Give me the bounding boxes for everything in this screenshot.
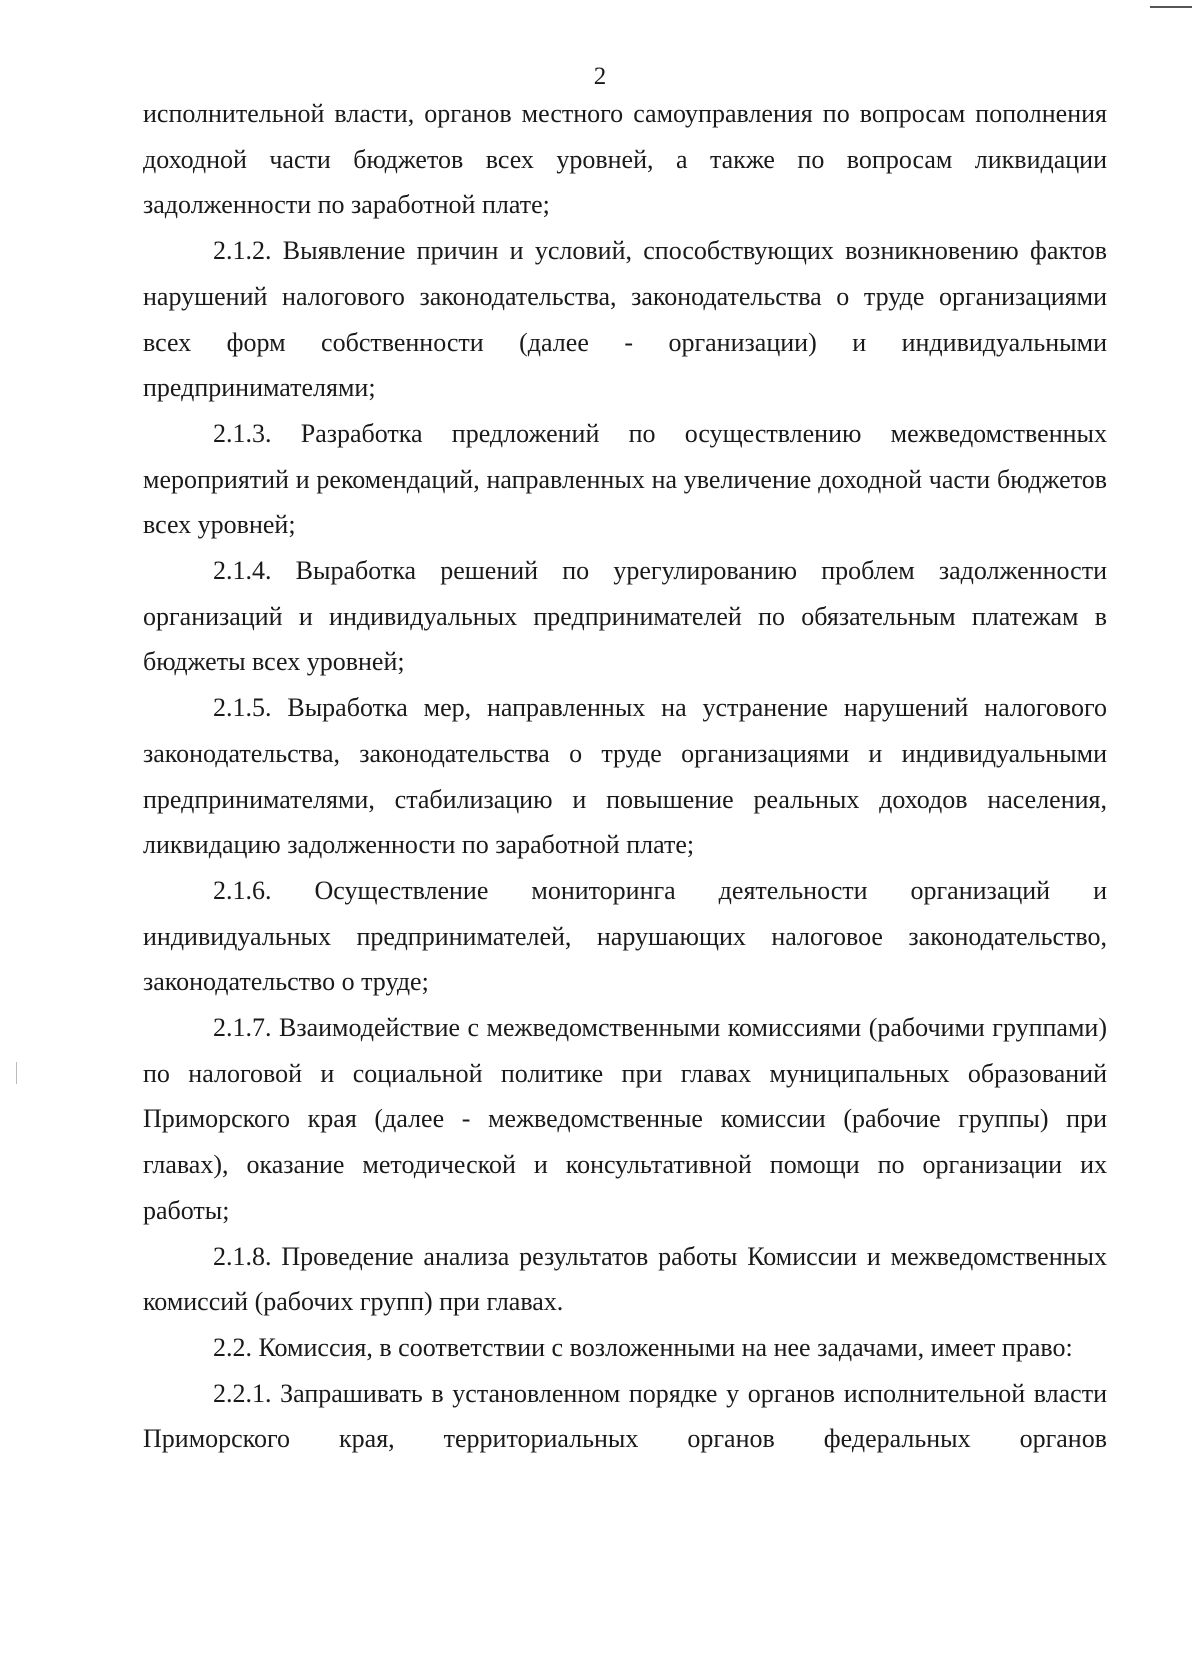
page-number: 2 [593, 63, 607, 90]
paragraph-2-1-8: 2.1.8. Проведение анализа результатов работы Комиссии и межведомственных комиссий (рабочих групп) при главах. [143, 1241, 1107, 1317]
scan-corner-mark [1150, 6, 1192, 8]
document-body [143, 91, 1107, 1462]
paragraph-2-1-2: 2.1.2. Выявление причин и условий, способствующих возникновению фактов нарушений налогового законодательства, законодательства о труде организациями всех форм собственности (далее - организации) и индивидуальными предпринимателями; [143, 236, 1107, 403]
paragraph-2-1-5: 2.1.5. Выработка мер, направленных на устранение нарушений налогового законодательства, законодательства о труде организациями и индивидуальными предпринимателями, стабилизацию и повышение реальных доходов населения, ликвидацию задолженности по заработной плате; [143, 693, 1107, 860]
paragraph-2-1-6: 2.1.6. Осуществление мониторинга деятельности организаций и индивидуальных предпринимателей, нарушающих налоговое законодательство, законодательство о труде; [143, 875, 1107, 997]
paragraph-continuation: исполнительной власти, органов местного самоуправления по вопросам пополнения доходной части бюджетов всех уровней, а также по вопросам ликвидации задолженности по заработной плате; [143, 99, 1107, 220]
paragraph-2-1-4: 2.1.4. Выработка решений по урегулированию проблем задолженности организаций и индивидуальных предпринимателей по обязательным платежам в бюджеты всех уровней; [143, 556, 1107, 677]
scan-margin-mark [16, 1062, 17, 1084]
paragraph-2-1-7: 2.1.7. Взаимодействие с межведомственными комиссиями (рабочими группами) по налоговой и социальной политике при главах муниципальных образований Приморского края (далее - межведомственные комиссии (рабочие группы) при главах), оказание методической и консультативной помощи по организации их работы; [143, 1013, 1107, 1225]
paragraph-2-2-1: 2.2.1. Запрашивать в установленном порядке у органов исполнительной власти Приморского края, территориальных органов федеральных органов [143, 1378, 1107, 1454]
paragraph-2-2: 2.2. Комиссия, в соответствии с возложенными на нее задачами, имеет право: [213, 1332, 1073, 1362]
paragraph-2-1-3: 2.1.3. Разработка предложений по осуществлению межведомственных мероприятий и рекомендаций, направленных на увеличение доходной части бюджетов всех уровней; [143, 418, 1107, 540]
